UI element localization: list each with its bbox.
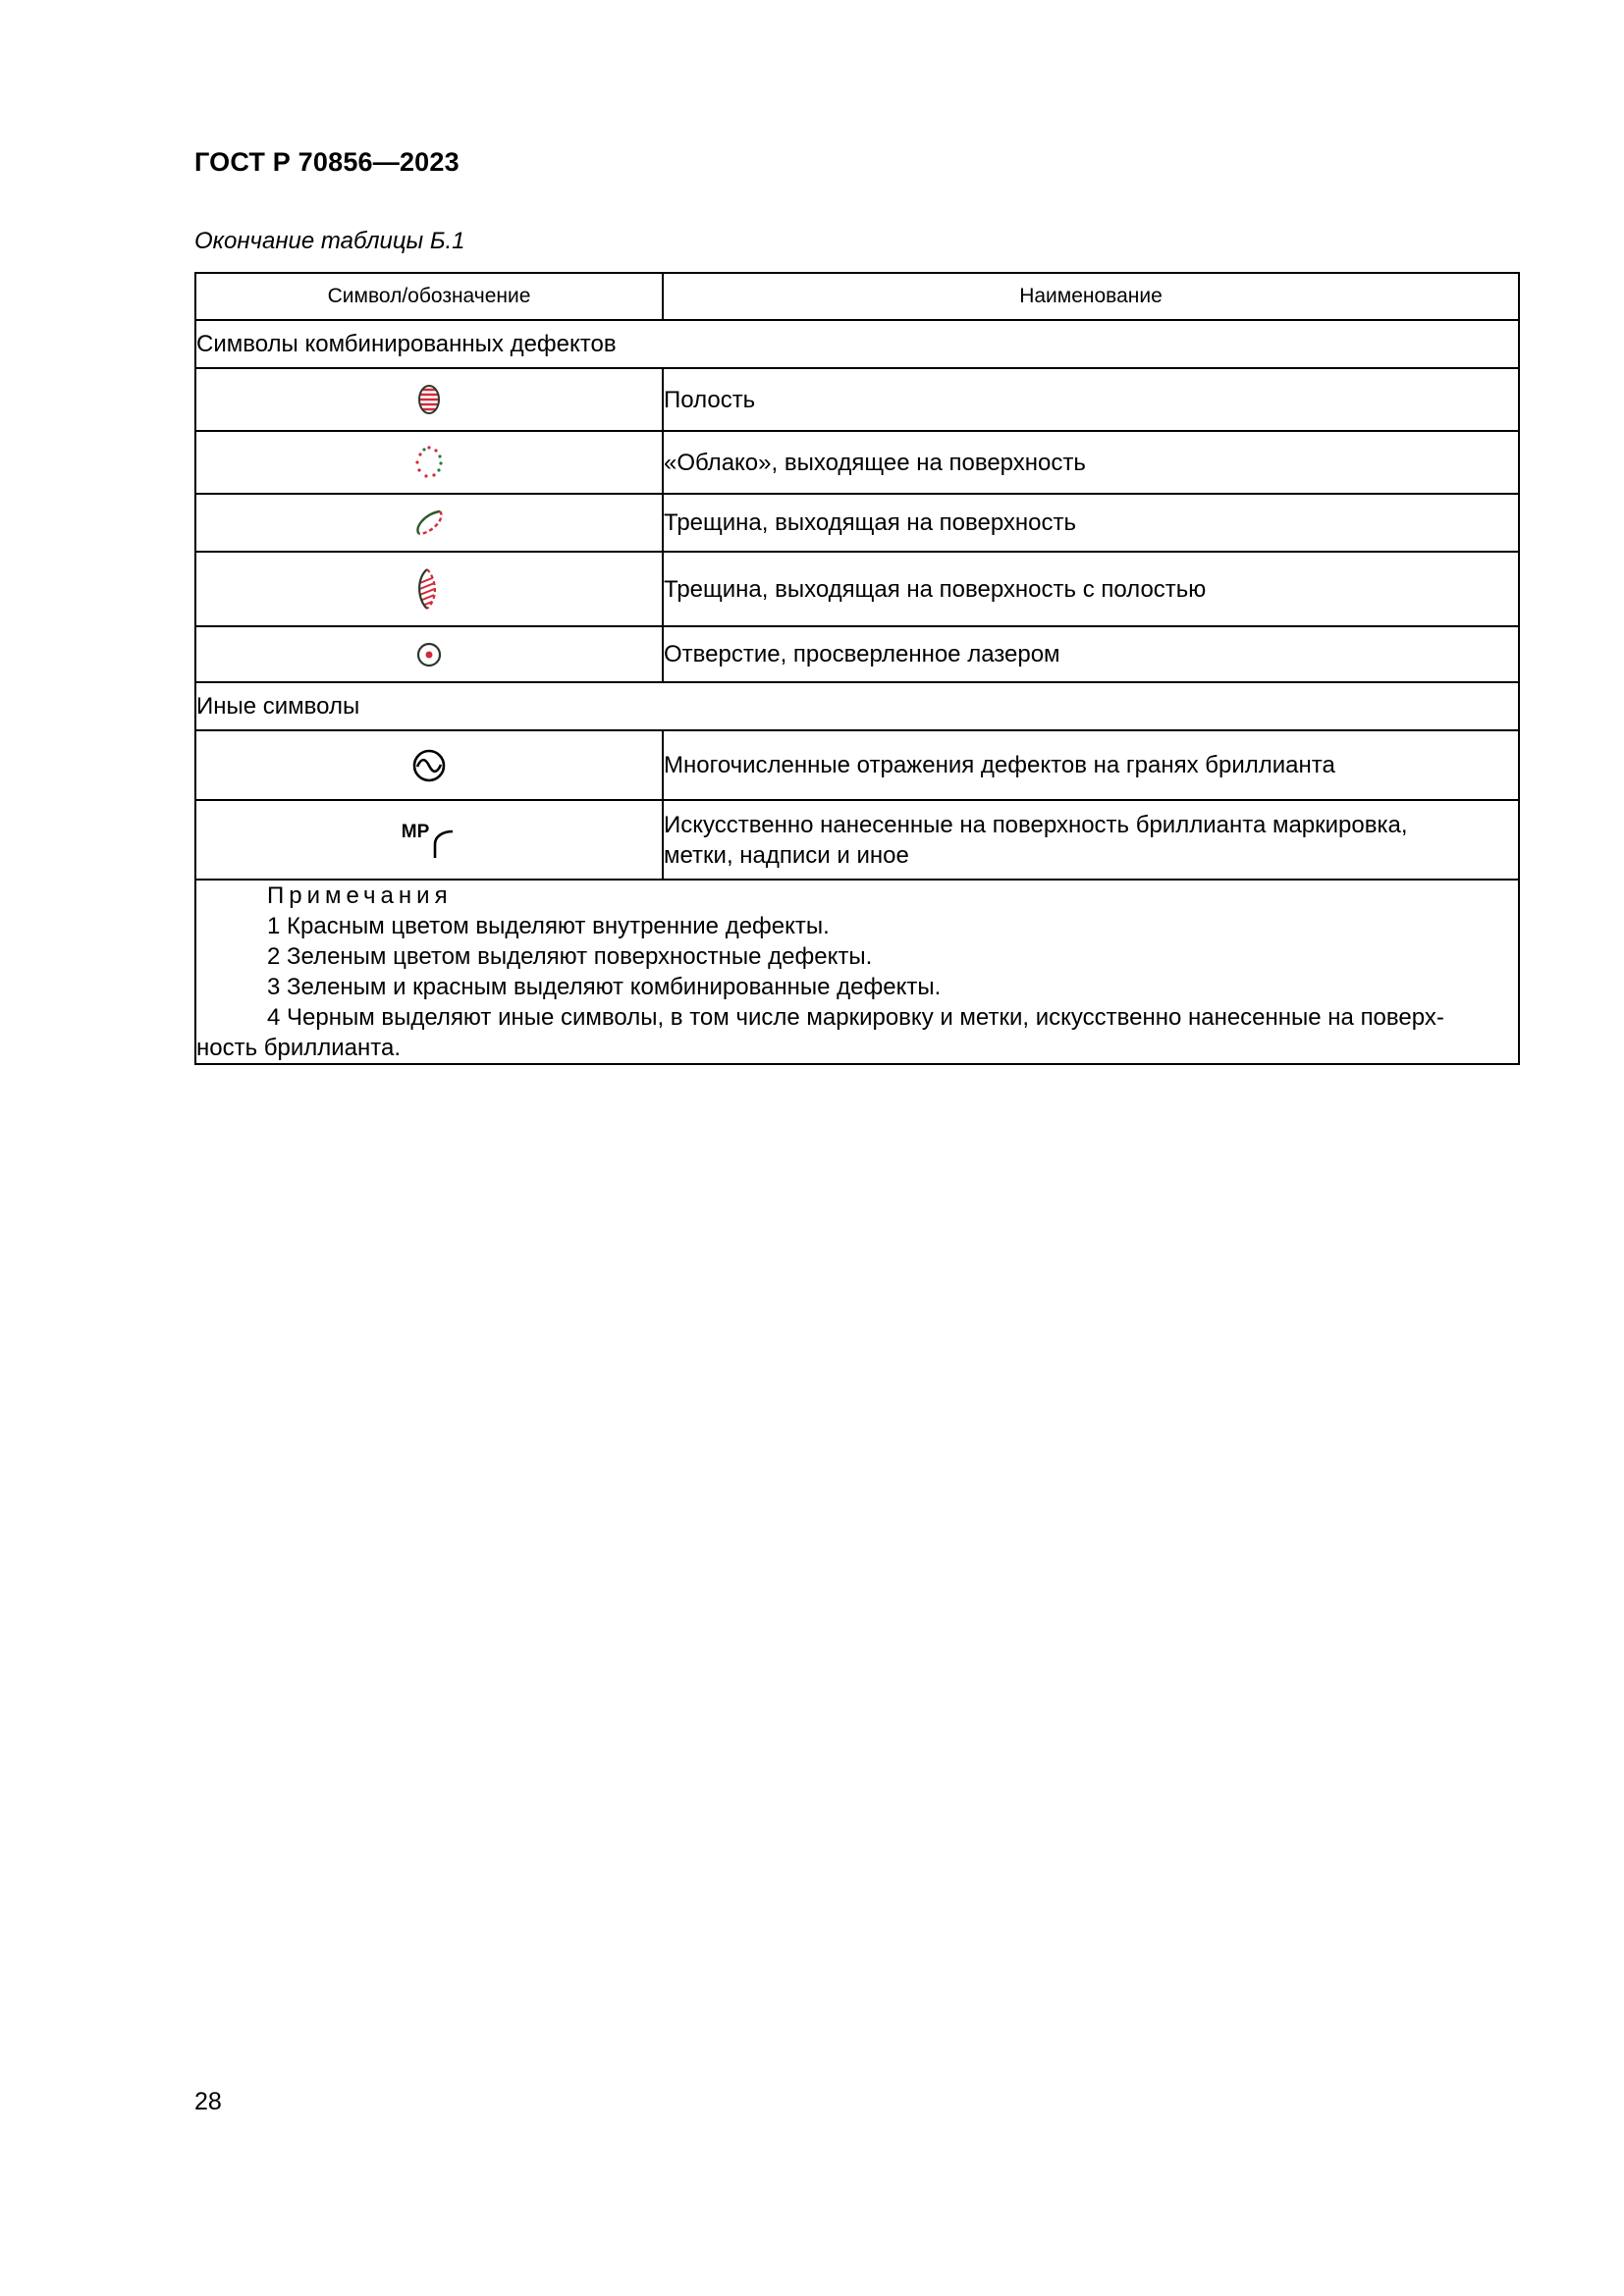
column-header-name: Наименование [663, 273, 1519, 320]
notes-row [195, 880, 1519, 1064]
symbol-cell [195, 730, 663, 800]
table-row [195, 552, 1519, 626]
symbol-cell [195, 626, 663, 682]
mp-marking-icon [402, 821, 458, 860]
note-item: 2 Зеленым цветом выделяют поверхностные дефекты. [267, 943, 873, 970]
note-item: 1 Красным цветом выделяют внутренние дефекты. [267, 913, 830, 939]
notes-cell [195, 880, 1519, 1064]
table-header-row [195, 273, 1519, 320]
surface-crack-with-cavity-icon [412, 564, 446, 614]
name-cell: Отверстие, просверленное лазером [663, 626, 1519, 682]
name-cell: «Облако», выходящее на поверхность [663, 431, 1519, 494]
symbols-table [194, 272, 1520, 1065]
surface-crack-icon [411, 506, 447, 541]
table-row [195, 368, 1519, 431]
page-number: 28 [194, 2088, 222, 2115]
mp-marking-label: МР [401, 821, 430, 842]
column-header-symbol: Символ/обозначение [195, 273, 663, 320]
note-item-continuation: ность бриллианта. [196, 1035, 402, 1061]
symbol-cell [195, 800, 663, 880]
symbol-cell [195, 368, 663, 431]
name-line: Искусственно нанесенные на поверхность бриллианта маркировка, [664, 811, 1408, 838]
document-code: ГОСТ Р 70856—2023 [194, 147, 460, 177]
table-row [195, 800, 1519, 880]
name-cell: Многочисленные отражения дефектов на гранях бриллианта [663, 730, 1519, 800]
surface-cloud-icon [411, 443, 447, 482]
symbol-cell [195, 494, 663, 552]
table-row [195, 626, 1519, 682]
section-title-other: Иные символы [195, 682, 1519, 730]
section-title-combined: Символы комбинированных дефектов [195, 320, 1519, 368]
symbol-cell [195, 552, 663, 626]
section-row-other [195, 682, 1519, 730]
name-cell: Трещина, выходящая на поверхность [663, 494, 1519, 552]
name-cell [663, 800, 1519, 880]
notes-title: Примечания [267, 882, 453, 909]
note-item: 4 Черным выделяют иные символы, в том числе маркировку и метки, искусственно нанесенные на поверх- [267, 1004, 1444, 1031]
cavity-icon [413, 380, 445, 419]
table-row [195, 494, 1519, 552]
note-item: 3 Зеленым и красным выделяют комбинированные дефекты. [267, 974, 942, 1000]
table-row [195, 431, 1519, 494]
multiple-reflections-icon [410, 745, 448, 786]
table-caption: Окончание таблицы Б.1 [194, 228, 465, 254]
symbol-cell [195, 431, 663, 494]
name-cell: Полость [663, 368, 1519, 431]
table-row [195, 730, 1519, 800]
name-cell: Трещина, выходящая на поверхность с полостью [663, 552, 1519, 626]
section-row-combined [195, 320, 1519, 368]
name-line: метки, надписи и иное [664, 841, 909, 869]
marking-arc-icon [429, 821, 457, 860]
laser-drill-hole-icon [413, 639, 445, 670]
